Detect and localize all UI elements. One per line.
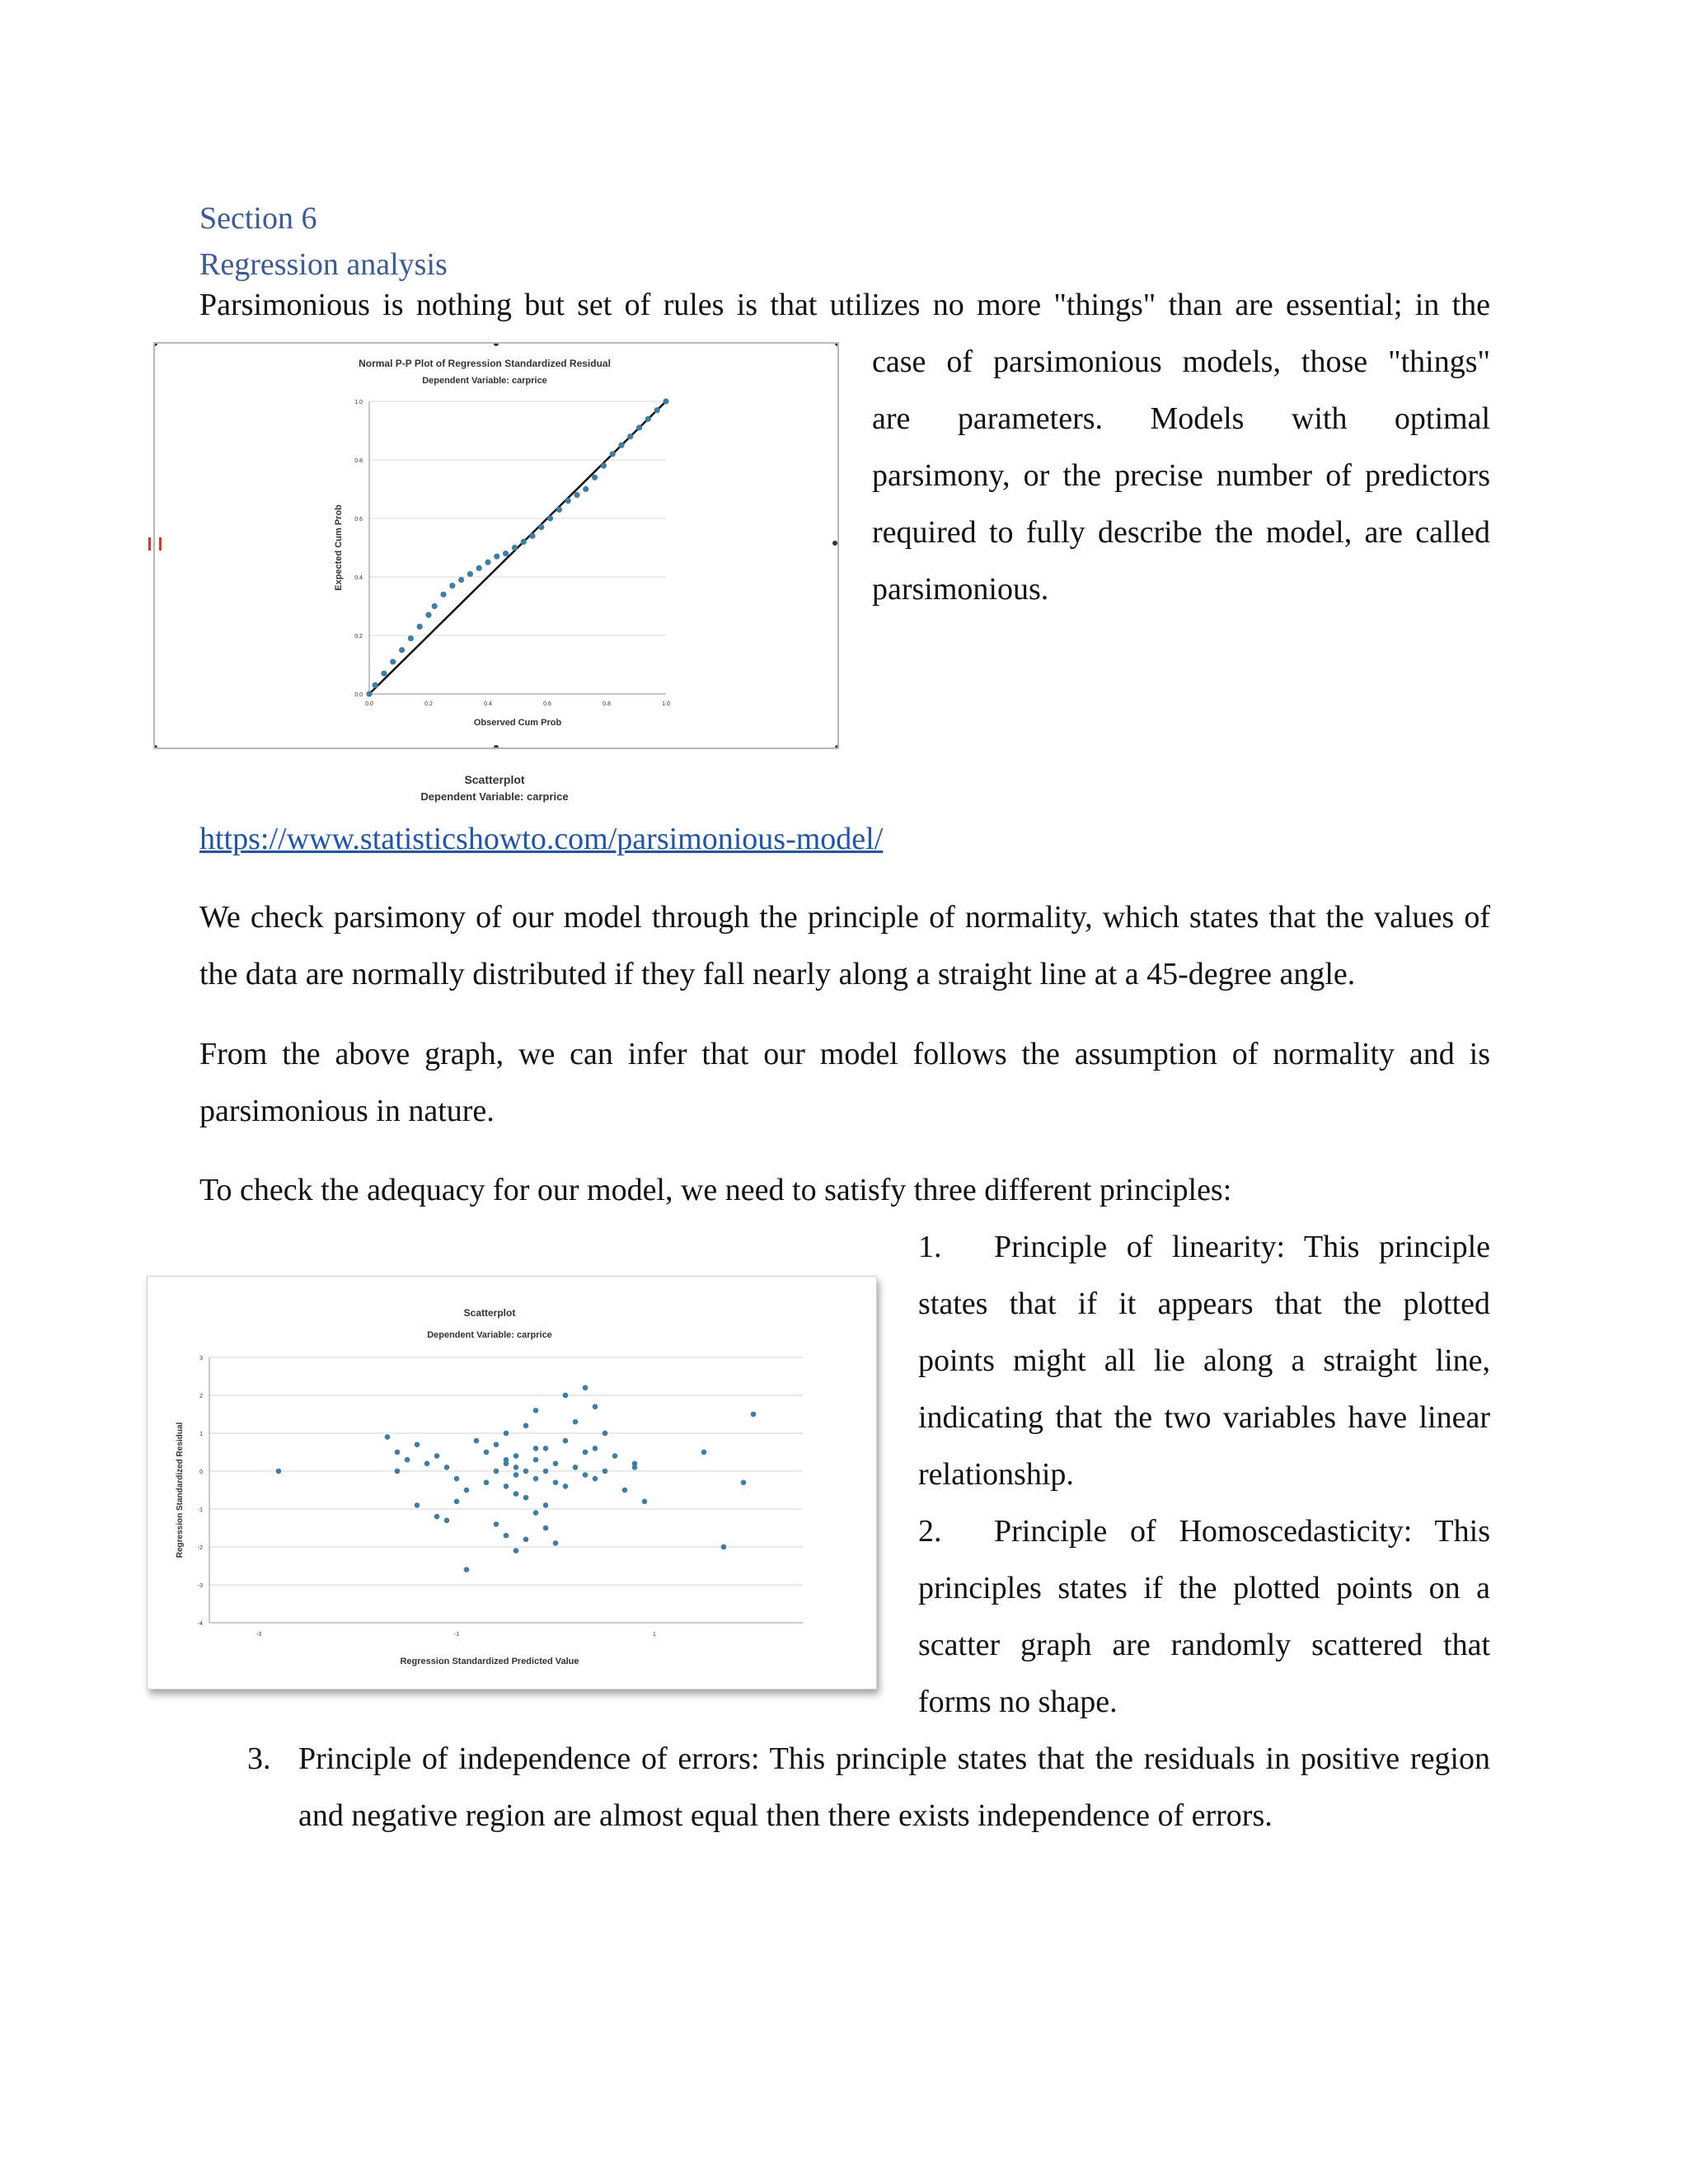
data-point — [424, 1461, 430, 1467]
data-point — [385, 1434, 391, 1440]
frame-handle — [494, 745, 499, 748]
data-point — [543, 1469, 549, 1474]
data-point — [573, 1465, 579, 1470]
frame-handle — [494, 344, 499, 346]
data-point — [523, 1423, 529, 1429]
data-point — [464, 1488, 470, 1493]
data-point — [504, 1483, 509, 1489]
y-tick-label: 0.6 — [354, 517, 363, 523]
y-tick-label: 0 — [199, 1469, 203, 1475]
principle-1-line: relationship. — [918, 1457, 1074, 1492]
y-tick-label: 0.8 — [354, 458, 363, 464]
data-point — [513, 1453, 519, 1459]
principle-1-line: states that if it appears that the plotted — [918, 1286, 1490, 1321]
data-point — [636, 424, 642, 430]
intro-wrap-line: are parameters. Models with optimal — [872, 401, 1490, 436]
data-point — [574, 492, 579, 498]
data-point — [504, 1431, 509, 1436]
x-axis-label: Observed Cum Prob — [473, 718, 562, 728]
data-point — [593, 1476, 598, 1482]
section-title: Regression analysis — [199, 247, 448, 282]
x-tick-label: 0.4 — [484, 701, 492, 707]
x-tick-label: 0.0 — [365, 701, 373, 707]
data-point — [373, 682, 378, 688]
data-point — [533, 1446, 539, 1451]
data-point — [603, 1431, 608, 1436]
data-point — [503, 551, 509, 556]
data-point — [583, 1450, 588, 1455]
y-tick-label: 0.2 — [354, 634, 363, 640]
data-point — [563, 1483, 569, 1489]
x-tick-label: -3 — [256, 1632, 262, 1638]
y-tick-label: 3 — [199, 1356, 203, 1361]
y-tick-label: -4 — [197, 1621, 203, 1627]
principle-2-line: scatter graph are randomly scattered that — [918, 1628, 1490, 1662]
data-point — [553, 1461, 559, 1467]
data-point — [395, 1469, 401, 1474]
chart-subtitle: Dependent Variable: carprice — [422, 376, 547, 386]
y-tick-label: -2 — [197, 1545, 203, 1551]
data-point — [454, 1499, 460, 1505]
x-tick-label: 0.6 — [543, 701, 551, 707]
data-point — [618, 443, 624, 448]
data-point — [432, 603, 438, 609]
data-point — [632, 1461, 638, 1467]
y-axis-label: Regression Standardized Residual — [176, 1422, 185, 1558]
data-point — [484, 1450, 490, 1455]
inference-paragraph: From the above graph, we can infer that our model follows the assumption of normality and is parsimonious in nature. — [199, 1037, 1490, 1128]
data-point — [529, 533, 535, 539]
data-point — [612, 1453, 618, 1459]
data-point — [601, 463, 607, 469]
data-point — [533, 1476, 539, 1482]
data-point — [583, 486, 588, 492]
data-point — [642, 1499, 648, 1505]
figure-resize-handle-right[interactable] — [832, 541, 837, 546]
data-point — [583, 1385, 588, 1391]
data-point — [521, 539, 527, 545]
normality-paragraph: We check parsimony of our model through the principle of normality, which states that the values of the data are normally distributed if they fall nearly along a straight line at a 45-degree angle. — [199, 900, 1490, 991]
intro-wrap-line: case of parsimonious models, those "things" — [872, 344, 1490, 379]
data-point — [523, 1469, 529, 1474]
frame-handle — [155, 344, 157, 346]
data-point — [494, 1469, 499, 1474]
source-link[interactable]: https://www.statisticshowto.com/parsimonious-model/ — [199, 822, 884, 856]
pp-caption-subtitle: Dependent Variable: carprice — [420, 790, 569, 803]
data-point — [513, 1465, 519, 1470]
residual-scatter-figure — [147, 1276, 877, 1690]
data-point — [622, 1488, 628, 1493]
data-point — [464, 1567, 470, 1572]
data-point — [533, 1510, 539, 1516]
residual-scatter-chart — [148, 1277, 876, 1689]
adequacy-paragraph: To check the adequacy for our model, we need to satisfy three different principles: — [199, 1173, 1232, 1207]
data-point — [467, 571, 473, 577]
data-point — [553, 1480, 559, 1486]
data-point — [513, 1548, 519, 1554]
data-point — [610, 451, 616, 457]
y-tick-label: 1 — [199, 1432, 203, 1437]
y-tick-label: 0.4 — [354, 575, 363, 581]
x-axis-label: Regression Standardized Predicted Value — [400, 1657, 579, 1666]
x-tick-label: -1 — [453, 1632, 460, 1638]
principle-2-number: 2. — [918, 1514, 942, 1549]
data-point — [563, 1438, 569, 1444]
data-point — [654, 407, 660, 413]
data-point — [533, 1408, 539, 1413]
figure-resize-handle-left[interactable] — [148, 537, 162, 551]
data-point — [484, 1480, 490, 1486]
data-point — [523, 1495, 529, 1501]
data-point — [556, 507, 562, 513]
data-point — [434, 1514, 440, 1520]
data-point — [417, 624, 423, 630]
data-point — [440, 592, 446, 598]
pp-plot-figure — [153, 342, 839, 749]
data-point — [593, 1404, 598, 1410]
data-point — [405, 1457, 410, 1463]
principle-1-line: Principle of linearity: This principle — [994, 1230, 1490, 1264]
data-point — [513, 1491, 519, 1497]
principle-2-line: forms no shape. — [918, 1685, 1118, 1719]
data-point — [485, 560, 490, 565]
y-tick-label: -1 — [197, 1507, 203, 1513]
principle-3-number: 3. — [247, 1741, 271, 1776]
intro-wrap-line: parsimonious. — [872, 572, 1049, 607]
data-point — [395, 1450, 401, 1455]
chart-title: Scatterplot — [463, 1307, 516, 1319]
pp-caption — [153, 771, 836, 806]
intro-wrap-line: parsimony, or the precise number of predictors — [872, 458, 1490, 493]
principle-1-line: indicating that the two variables have linear — [918, 1400, 1490, 1435]
data-point — [444, 1518, 450, 1524]
data-point — [504, 1457, 509, 1463]
principle-1-number: 1. — [918, 1230, 942, 1264]
data-point — [434, 1453, 440, 1459]
data-point — [721, 1544, 727, 1550]
data-point — [701, 1450, 707, 1455]
data-point — [454, 1476, 460, 1482]
data-point — [415, 1442, 420, 1448]
data-point — [276, 1469, 282, 1474]
y-tick-label: -3 — [197, 1583, 203, 1589]
y-axis-label: Expected Cum Prob — [334, 504, 344, 591]
y-tick-label: 2 — [199, 1394, 203, 1399]
x-tick-label: 0.2 — [424, 701, 433, 707]
principle-2-line: principles states if the plotted points on a — [918, 1571, 1490, 1605]
data-point — [538, 524, 544, 530]
data-point — [603, 1469, 608, 1474]
data-point — [366, 691, 372, 696]
data-point — [547, 515, 553, 521]
chart-title: Normal P-P Plot of Regression Standardized Residual — [359, 358, 611, 369]
data-point — [512, 545, 518, 551]
data-point — [627, 434, 633, 439]
data-point — [593, 1446, 598, 1451]
data-point — [523, 1537, 529, 1543]
section-number: Section 6 — [199, 201, 317, 236]
data-point — [476, 565, 482, 571]
data-point — [494, 1521, 499, 1527]
data-point — [458, 577, 464, 583]
data-point — [494, 554, 499, 560]
data-point — [543, 1446, 549, 1451]
data-point — [583, 1472, 588, 1478]
data-point — [444, 1465, 450, 1470]
data-point — [415, 1502, 420, 1508]
data-point — [553, 1540, 559, 1546]
data-point — [543, 1526, 549, 1531]
data-point — [663, 398, 668, 404]
data-point — [408, 635, 414, 641]
data-point — [533, 1457, 539, 1463]
data-point — [474, 1438, 480, 1444]
data-point — [504, 1533, 509, 1539]
data-point — [563, 1393, 569, 1399]
x-tick-label: 0.8 — [603, 701, 611, 707]
x-tick-label: 1.0 — [662, 701, 670, 707]
data-point — [573, 1419, 579, 1425]
data-point — [645, 416, 651, 422]
data-point — [399, 647, 405, 653]
y-tick-label: 1.0 — [354, 400, 363, 405]
data-point — [513, 1472, 519, 1478]
data-point — [751, 1412, 757, 1418]
frame-handle — [835, 344, 837, 346]
pp-caption-title: Scatterplot — [464, 773, 525, 786]
intro-line: Parsimonious is nothing but set of rules is that utilizes no more "things" than are essential; in the — [199, 288, 1490, 322]
chart-subtitle: Dependent Variable: carprice — [427, 1330, 552, 1340]
principle-3-text: Principle of independence of errors: This principle states that the residuals in positive region and negative region are almost equal then there exists independence of errors. — [298, 1741, 1490, 1833]
intro-wrap-line: required to fully describe the model, are called — [872, 515, 1490, 550]
data-point — [449, 583, 455, 588]
frame-handle — [835, 745, 837, 748]
x-tick-label: 1 — [653, 1632, 656, 1638]
principle-1-line: points might all lie along a straight line, — [918, 1343, 1490, 1378]
principle-2-line: Principle of Homoscedasticity: This — [994, 1514, 1490, 1549]
data-point — [741, 1480, 747, 1486]
data-point — [565, 498, 571, 504]
frame-handle — [155, 745, 157, 748]
data-point — [592, 475, 598, 480]
data-point — [494, 1442, 499, 1448]
data-point — [425, 612, 431, 618]
data-point — [543, 1502, 549, 1508]
data-point — [381, 671, 387, 677]
data-point — [390, 658, 396, 664]
pp-plot-chart — [155, 344, 837, 748]
y-tick-label: 0.0 — [354, 692, 363, 698]
